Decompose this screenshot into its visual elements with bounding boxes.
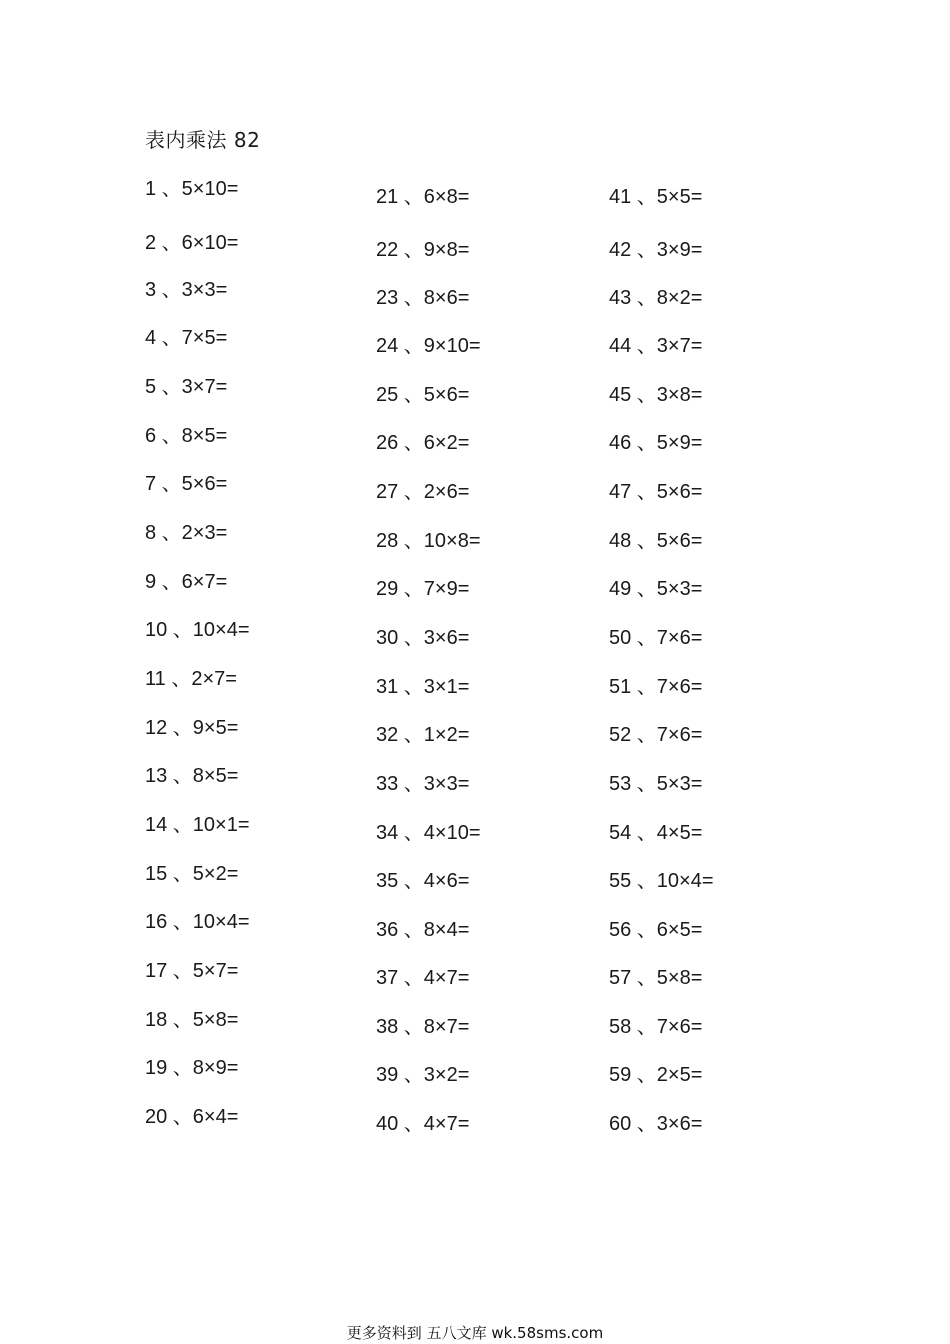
problem-item: 48 、5×6= xyxy=(609,530,703,552)
problem-item: 43 、8×2= xyxy=(609,287,703,309)
problem-item: 44 、3×7= xyxy=(609,335,703,357)
page-title: 表内乘法 82 xyxy=(145,128,261,152)
problem-item: 7 、5×6= xyxy=(145,473,228,495)
problem-item: 14 、10×1= xyxy=(145,814,250,836)
problem-item: 13 、8×5= xyxy=(145,765,239,787)
problem-item: 51 、7×6= xyxy=(609,676,703,698)
problem-item: 49 、5×3= xyxy=(609,578,703,600)
problem-item: 17 、5×7= xyxy=(145,960,239,982)
problem-item: 60 、3×6= xyxy=(609,1113,703,1135)
problem-item: 33 、3×3= xyxy=(376,773,470,795)
problem-item: 59 、2×5= xyxy=(609,1064,703,1086)
problem-item: 10 、10×4= xyxy=(145,619,250,641)
problem-item: 37 、4×7= xyxy=(376,967,470,989)
problem-item: 45 、3×8= xyxy=(609,384,703,406)
problem-item: 50 、7×6= xyxy=(609,627,703,649)
problem-column-3 xyxy=(609,0,829,1200)
problem-item: 21 、6×8= xyxy=(376,186,470,208)
problem-item: 30 、3×6= xyxy=(376,627,470,649)
problem-item: 47 、5×6= xyxy=(609,481,703,503)
problem-item: 53 、5×3= xyxy=(609,773,703,795)
problem-item: 19 、8×9= xyxy=(145,1057,239,1079)
problem-column-1 xyxy=(145,0,365,1200)
problem-item: 23 、8×6= xyxy=(376,287,470,309)
problem-item: 3 、3×3= xyxy=(145,279,228,301)
problem-item: 9 、6×7= xyxy=(145,571,228,593)
problem-item: 55 、10×4= xyxy=(609,870,714,892)
problem-item: 25 、5×6= xyxy=(376,384,470,406)
problem-item: 8 、2×3= xyxy=(145,522,228,544)
problem-item: 57 、5×8= xyxy=(609,967,703,989)
problem-item: 40 、4×7= xyxy=(376,1113,470,1135)
problem-item: 2 、6×10= xyxy=(145,232,239,254)
problem-item: 20 、6×4= xyxy=(145,1106,239,1128)
problem-item: 54 、4×5= xyxy=(609,822,703,844)
problem-item: 27 、2×6= xyxy=(376,481,470,503)
problem-item: 36 、8×4= xyxy=(376,919,470,941)
problem-item: 46 、5×9= xyxy=(609,432,703,454)
problem-item: 12 、9×5= xyxy=(145,717,239,739)
problem-item: 11 、2×7= xyxy=(145,668,237,690)
problem-item: 34 、4×10= xyxy=(376,822,481,844)
problem-item: 15 、5×2= xyxy=(145,863,239,885)
problem-item: 18 、5×8= xyxy=(145,1009,239,1031)
problem-item: 6 、8×5= xyxy=(145,425,228,447)
problem-item: 41 、5×5= xyxy=(609,186,703,208)
problem-item: 29 、7×9= xyxy=(376,578,470,600)
problem-item: 1 、5×10= xyxy=(145,178,239,200)
problem-item: 38 、8×7= xyxy=(376,1016,470,1038)
footer-note: 更多资料到 五八文库 wk.58sms.com xyxy=(346,1324,604,1342)
problem-item: 16 、10×4= xyxy=(145,911,250,933)
problem-item: 56 、6×5= xyxy=(609,919,703,941)
problem-item: 28 、10×8= xyxy=(376,530,481,552)
problem-item: 39 、3×2= xyxy=(376,1064,470,1086)
problem-item: 35 、4×6= xyxy=(376,870,470,892)
problem-item: 5 、3×7= xyxy=(145,376,228,398)
problem-item: 26 、6×2= xyxy=(376,432,470,454)
problem-item: 22 、9×8= xyxy=(376,239,470,261)
problem-column-2 xyxy=(376,0,596,1200)
problem-item: 42 、3×9= xyxy=(609,239,703,261)
problem-item: 4 、7×5= xyxy=(145,327,228,349)
problem-item: 24 、9×10= xyxy=(376,335,481,357)
problem-item: 52 、7×6= xyxy=(609,724,703,746)
problem-item: 31 、3×1= xyxy=(376,676,470,698)
problem-item: 58 、7×6= xyxy=(609,1016,703,1038)
problem-item: 32 、1×2= xyxy=(376,724,470,746)
